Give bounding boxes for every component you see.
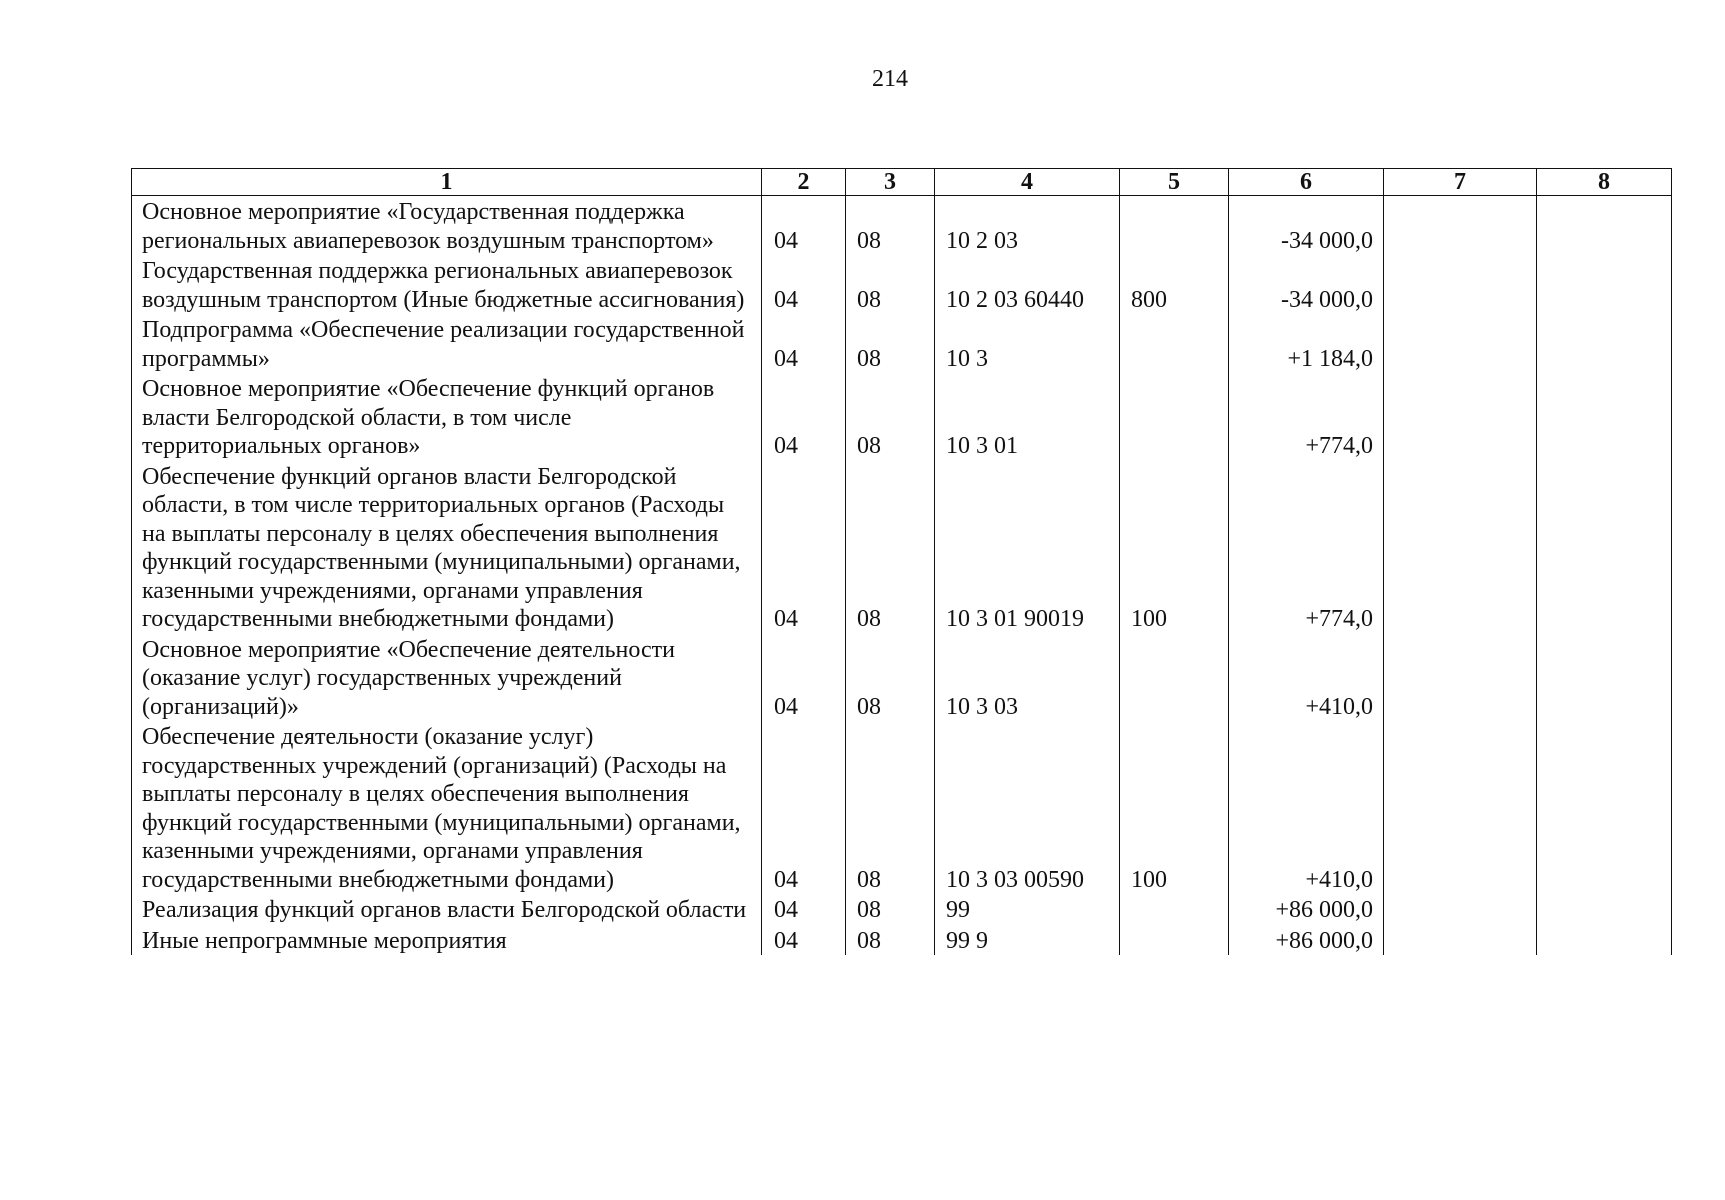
expense-type-code (1120, 925, 1229, 956)
amount: +774,0 (1229, 461, 1384, 634)
column-8-cell (1537, 314, 1672, 373)
expense-type-code (1120, 634, 1229, 722)
section-code: 04 (762, 721, 846, 894)
expense-name: Основное мероприятие «Государственная поддержка региональных авиаперевозок воздушным транспортом» (132, 196, 762, 256)
column-8-cell (1537, 461, 1672, 634)
subsection-code: 08 (846, 461, 935, 634)
amount: +410,0 (1229, 634, 1384, 722)
table-header-row (132, 169, 1672, 196)
expense-name: Обеспечение деятельности (оказание услуг) государственных учреждений (организаций) (Расходы на выплаты персоналу в целях обеспечения выполнения функций государственными (муниципальными) органами, казенными учреждениями, органами управления государственными внебюджетными фондами) (132, 721, 762, 894)
table-row (132, 255, 1672, 314)
column-7-cell (1384, 196, 1537, 256)
table-row (132, 721, 1672, 894)
amount: +410,0 (1229, 721, 1384, 894)
column-header: 8 (1537, 169, 1672, 196)
column-8-cell (1537, 925, 1672, 956)
column-7-cell (1384, 461, 1537, 634)
section-code: 04 (762, 314, 846, 373)
table-row (132, 894, 1672, 925)
column-header: 6 (1229, 169, 1384, 196)
expense-type-code: 800 (1120, 255, 1229, 314)
section-code: 04 (762, 196, 846, 256)
subsection-code: 08 (846, 255, 935, 314)
amount: -34 000,0 (1229, 196, 1384, 256)
expense-name: Реализация функций органов власти Белгородской области (132, 894, 762, 925)
amount: +86 000,0 (1229, 894, 1384, 925)
column-8-cell (1537, 373, 1672, 461)
target-article-code: 10 2 03 (935, 196, 1120, 256)
amount: +1 184,0 (1229, 314, 1384, 373)
section-code: 04 (762, 373, 846, 461)
expense-name: Основное мероприятие «Обеспечение деятельности (оказание услуг) государственных учреждений (организаций)» (132, 634, 762, 722)
amount: +774,0 (1229, 373, 1384, 461)
column-8-cell (1537, 721, 1672, 894)
target-article-code: 10 2 03 60440 (935, 255, 1120, 314)
column-7-cell (1384, 255, 1537, 314)
amount: +86 000,0 (1229, 925, 1384, 956)
expense-name: Иные непрограммные мероприятия (132, 925, 762, 956)
expense-type-code (1120, 373, 1229, 461)
target-article-code: 10 3 01 90019 (935, 461, 1120, 634)
subsection-code: 08 (846, 196, 935, 256)
column-8-cell (1537, 196, 1672, 256)
subsection-code: 08 (846, 721, 935, 894)
table-row (132, 461, 1672, 634)
expense-name: Подпрограмма «Обеспечение реализации государственной программы» (132, 314, 762, 373)
column-7-cell (1384, 634, 1537, 722)
column-7-cell (1384, 373, 1537, 461)
expense-name: Государственная поддержка региональных авиаперевозок воздушным транспортом (Иные бюджетные ассигнования) (132, 255, 762, 314)
expense-type-code (1120, 196, 1229, 256)
expense-type-code (1120, 314, 1229, 373)
expense-type-code: 100 (1120, 721, 1229, 894)
column-7-cell (1384, 721, 1537, 894)
subsection-code: 08 (846, 894, 935, 925)
subsection-code: 08 (846, 373, 935, 461)
amount: -34 000,0 (1229, 255, 1384, 314)
column-7-cell (1384, 925, 1537, 956)
target-article-code: 10 3 03 00590 (935, 721, 1120, 894)
table-row (132, 314, 1672, 373)
column-7-cell (1384, 314, 1537, 373)
budget-table (131, 168, 1672, 955)
column-8-cell (1537, 255, 1672, 314)
expense-type-code: 100 (1120, 461, 1229, 634)
column-header: 7 (1384, 169, 1537, 196)
target-article-code: 99 9 (935, 925, 1120, 956)
section-code: 04 (762, 461, 846, 634)
target-article-code: 10 3 (935, 314, 1120, 373)
expense-name: Обеспечение функций органов власти Белгородской области, в том числе территориальных органов (Расходы на выплаты персоналу в целях обеспечения выполнения функций государственными (муниципальными) органами, казенными учреждениями, органами управления государственными внебюджетными фондами) (132, 461, 762, 634)
subsection-code: 08 (846, 314, 935, 373)
target-article-code: 10 3 01 (935, 373, 1120, 461)
expense-type-code (1120, 894, 1229, 925)
target-article-code: 10 3 03 (935, 634, 1120, 722)
table-row (132, 634, 1672, 722)
section-code: 04 (762, 925, 846, 956)
column-header: 2 (762, 169, 846, 196)
subsection-code: 08 (846, 634, 935, 722)
column-8-cell (1537, 634, 1672, 722)
column-header: 1 (132, 169, 762, 196)
column-header: 3 (846, 169, 935, 196)
target-article-code: 99 (935, 894, 1120, 925)
table-row (132, 925, 1672, 956)
column-header: 5 (1120, 169, 1229, 196)
column-header: 4 (935, 169, 1120, 196)
column-8-cell (1537, 894, 1672, 925)
table-row (132, 373, 1672, 461)
section-code: 04 (762, 255, 846, 314)
column-7-cell (1384, 894, 1537, 925)
expense-name: Основное мероприятие «Обеспечение функций органов власти Белгородской области, в том числе территориальных органов» (132, 373, 762, 461)
page-number: 214 (872, 66, 908, 92)
section-code: 04 (762, 894, 846, 925)
subsection-code: 08 (846, 925, 935, 956)
table-row (132, 196, 1672, 256)
section-code: 04 (762, 634, 846, 722)
